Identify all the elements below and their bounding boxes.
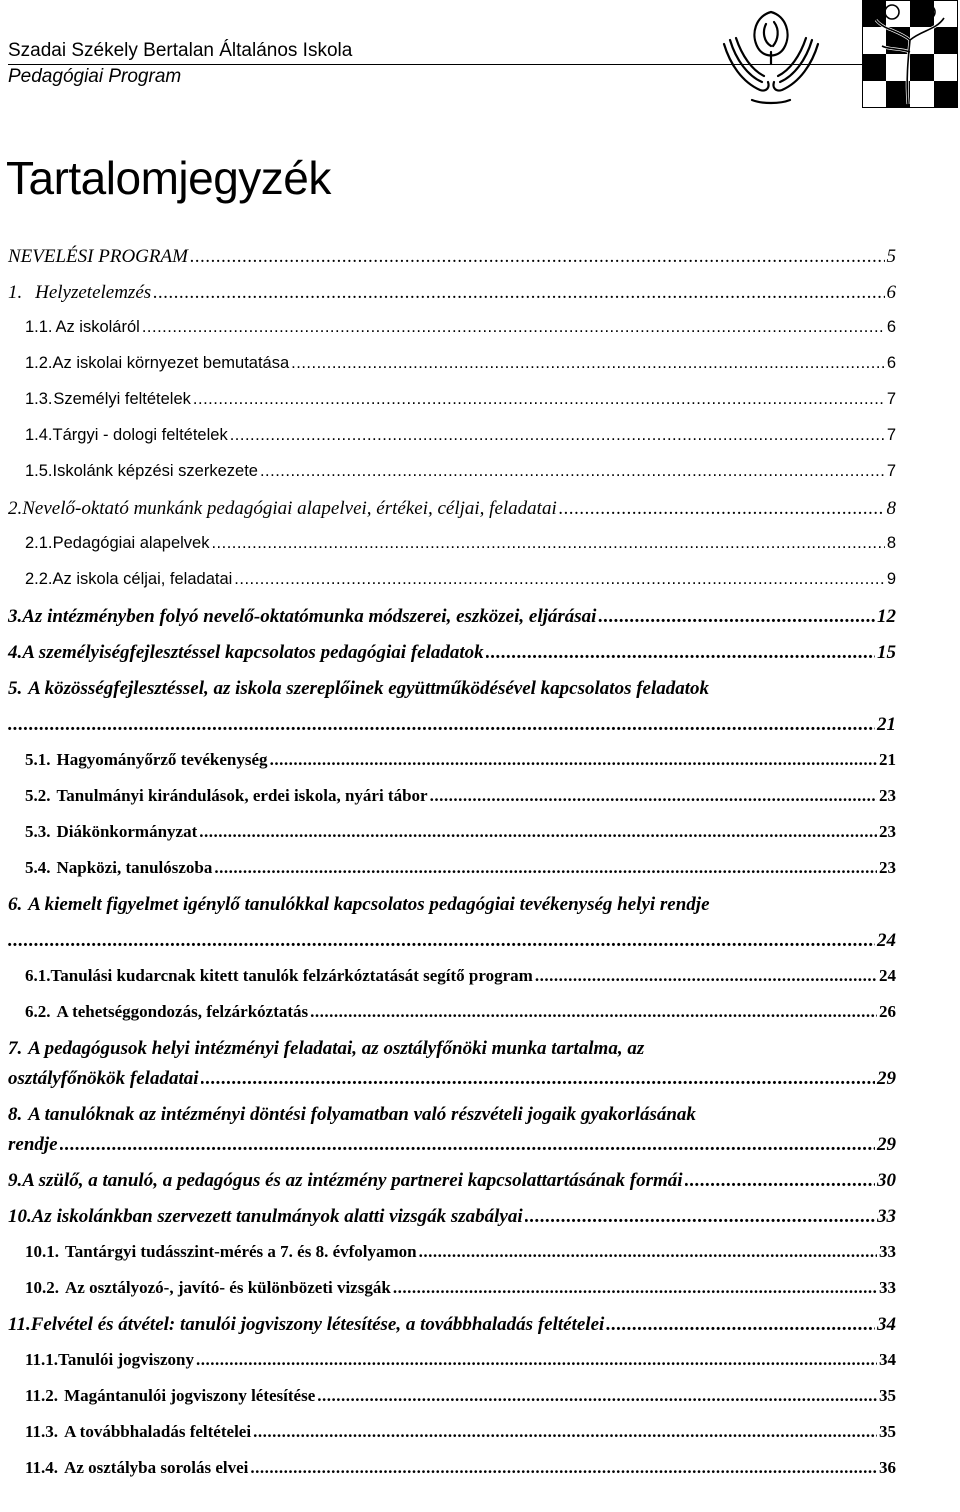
toc-leader-dots	[153, 282, 884, 304]
toc-leader-dots	[310, 1002, 877, 1022]
toc-page-number: 33	[877, 1206, 896, 1227]
toc-leader-dots	[142, 318, 885, 337]
toc-number: 10.1.	[25, 1242, 59, 1261]
toc-leader-dots	[291, 354, 885, 373]
toc-page-number: 24	[877, 930, 896, 951]
toc-page-number: 6	[886, 354, 896, 372]
toc-entry[interactable]	[8, 1278, 896, 1314]
toc-leader-dots	[8, 714, 875, 736]
toc-title-continued: osztályfőnökök feladatai	[8, 1068, 199, 1089]
toc-leader-dots	[230, 426, 885, 445]
toc-page-number: 6	[886, 282, 896, 303]
toc-title: Személyi feltételek	[53, 390, 191, 408]
toc-title: NEVELÉSI PROGRAM	[8, 246, 188, 267]
toc-title: Az osztályba sorolás elvei	[64, 1458, 249, 1477]
toc-leader-dots	[196, 1350, 877, 1370]
toc-page-number: 21	[879, 750, 896, 769]
toc-leader-dots	[234, 570, 885, 589]
toc-title: Diákönkormányzat	[56, 822, 198, 841]
toc-leader-dots	[211, 534, 884, 553]
toc-leader-dots	[685, 1170, 875, 1192]
toc-leader-dots	[535, 966, 877, 986]
toc-page-number: 24	[879, 966, 896, 985]
toc-title: Tanulmányi kirándulások, erdei iskola, nyári tábor	[56, 786, 428, 805]
toc-leader-dots	[430, 786, 877, 806]
table-of-contents	[8, 246, 896, 1494]
toc-page-number: 29	[877, 1068, 896, 1089]
toc-title: Helyzetelemzés	[35, 282, 152, 303]
tree-checkerboard-logo-icon	[862, 0, 958, 108]
toc-title: Az iskolai környezet bemutatása	[52, 354, 290, 372]
toc-title: Az osztályozó-, javító- és különbözeti vizsgák	[65, 1278, 391, 1297]
toc-page-number: 26	[879, 1002, 896, 1021]
toc-page-number: 33	[879, 1242, 896, 1261]
toc-page-number: 23	[879, 786, 896, 805]
toc-title: A közösségfejlesztéssel, az iskola szereplőinek együttműködésével kapcsolatos feladatok	[28, 678, 710, 699]
toc-entry[interactable]	[8, 534, 896, 570]
toc-entry[interactable]	[8, 822, 896, 858]
toc-number: 11.3.	[25, 1422, 59, 1441]
toc-number: 2.2.	[25, 570, 53, 588]
toc-title: Nevelő-oktató munkánk pedagógiai alapelvei, értékei, céljai, feladatai	[22, 498, 557, 519]
toc-page-number: 35	[879, 1386, 896, 1405]
toc-title: A tanulóknak az intézményi döntési folyamatban való részvételi jogaik gyakorlásának	[28, 1104, 696, 1125]
toc-title: Felvétel és átvétel: tanulói jogviszony létesítése, a továbbhaladás feltételei	[30, 1314, 605, 1335]
toc-leader-dots	[214, 858, 877, 878]
toc-leader-dots	[525, 1206, 875, 1228]
page-title: Tartalomjegyzék	[6, 152, 331, 204]
toc-page-number: 6	[886, 318, 896, 336]
toc-entry[interactable]	[8, 354, 896, 390]
toc-number: 10.2.	[25, 1278, 59, 1297]
toc-leader-dots	[193, 390, 885, 409]
toc-number: 11.2.	[25, 1386, 59, 1405]
toc-title: Az iskoláról	[55, 318, 140, 336]
toc-page-number: 7	[886, 426, 896, 444]
toc-number: 11.4.	[25, 1458, 59, 1477]
toc-entry[interactable]	[8, 498, 896, 534]
toc-title: Tanulói jogviszony	[58, 1350, 194, 1369]
toc-title: Tárgyi - dologi feltételek	[52, 426, 228, 444]
toc-entry[interactable]	[8, 606, 896, 642]
toc-number: 5.1.	[25, 750, 51, 769]
toc-entry[interactable]	[8, 1314, 896, 1350]
toc-entry[interactable]	[8, 1422, 896, 1458]
toc-entry[interactable]	[8, 1386, 896, 1422]
toc-page-number: 8	[886, 534, 896, 552]
toc-entry[interactable]	[8, 462, 896, 498]
toc-number: 8.	[8, 1104, 23, 1125]
toc-entry[interactable]	[8, 390, 896, 426]
toc-title: A tehetséggondozás, felzárkóztatás	[56, 1002, 309, 1021]
toc-entry[interactable]	[8, 318, 896, 354]
toc-page-number: 34	[877, 1314, 896, 1335]
toc-leader-dots	[250, 1458, 877, 1478]
toc-number: 1.1.	[25, 318, 53, 336]
toc-title: Napközi, tanulószoba	[56, 858, 213, 877]
hands-flame-logo-icon	[716, 4, 826, 108]
toc-number: 7.	[8, 1038, 23, 1059]
toc-entry[interactable]	[8, 894, 896, 966]
toc-title-continued: rendje	[8, 1134, 58, 1155]
toc-title: A pedagógusok helyi intézményi feladatai, az osztályfőnöki munka tartalma, az	[28, 1038, 645, 1059]
toc-leader-dots	[199, 822, 877, 842]
toc-title: Az iskola céljai, feladatai	[52, 570, 233, 588]
toc-page-number: 23	[879, 858, 896, 877]
toc-leader-dots	[559, 498, 885, 520]
toc-leader-dots	[201, 1068, 875, 1090]
toc-entry[interactable]	[8, 858, 896, 894]
toc-entry[interactable]	[8, 282, 896, 318]
toc-title: A továbbhaladás feltételei	[64, 1422, 252, 1441]
toc-page-number: 9	[886, 570, 896, 588]
toc-number: 1.2.	[25, 354, 53, 372]
toc-number: 1.5.	[25, 462, 53, 480]
toc-page-number: 36	[879, 1458, 896, 1477]
toc-number: 5.4.	[25, 858, 51, 877]
toc-title: Tanulási kudarcnak kitett tanulók felzárkóztatását segítő program	[50, 966, 533, 985]
toc-leader-dots	[419, 1242, 877, 1262]
toc-number: 9.	[8, 1170, 23, 1191]
toc-entry[interactable]	[8, 246, 896, 282]
toc-entry[interactable]	[8, 570, 896, 606]
toc-entry[interactable]	[8, 1242, 896, 1278]
toc-page-number: 21	[877, 714, 896, 735]
toc-page-number: 29	[877, 1134, 896, 1155]
toc-entry[interactable]	[8, 1002, 896, 1038]
toc-entry[interactable]	[8, 1170, 896, 1206]
toc-entry[interactable]	[8, 1104, 896, 1170]
toc-entry[interactable]	[8, 1458, 896, 1494]
toc-number: 1.	[8, 282, 23, 303]
toc-leader-dots	[60, 1134, 875, 1156]
toc-leader-dots	[253, 1422, 877, 1442]
toc-title: Tantárgyi tudásszint-mérés a 7. és 8. évfolyamon	[65, 1242, 417, 1261]
toc-page-number: 8	[886, 498, 896, 519]
toc-number: 5.3.	[25, 822, 51, 841]
toc-entry[interactable]	[8, 1038, 896, 1104]
toc-number: 6.1.	[25, 966, 51, 985]
toc-number: 1.4.	[25, 426, 53, 444]
toc-title: Az intézményben folyó nevelő-oktatómunka módszerei, eszközei, eljárásai	[22, 606, 597, 627]
toc-leader-dots	[260, 462, 885, 481]
toc-page-number: 12	[877, 606, 896, 627]
toc-leader-dots	[317, 1386, 877, 1406]
toc-page-number: 23	[879, 822, 896, 841]
toc-page-number: 7	[886, 462, 896, 480]
toc-entry[interactable]	[8, 1206, 896, 1242]
toc-page-number: 34	[879, 1350, 896, 1369]
toc-page-number: 15	[877, 642, 896, 663]
school-name: Szadai Székely Bertalan Általános Iskola	[8, 40, 353, 61]
toc-entry[interactable]	[8, 426, 896, 462]
toc-title: A szülő, a tanuló, a pedagógus és az intézmény partnerei kapcsolattartásának formái	[22, 1170, 683, 1191]
toc-page-number: 5	[886, 246, 896, 267]
toc-title: Hagyományőrző tevékenység	[56, 750, 268, 769]
toc-number: 2.	[8, 498, 23, 519]
toc-number: 11.1.	[25, 1350, 59, 1369]
toc-number: 10.	[8, 1206, 32, 1227]
toc-number: 6.2.	[25, 1002, 51, 1021]
toc-entry[interactable]	[8, 678, 896, 750]
program-name: Pedagógiai Program	[8, 66, 182, 87]
toc-leader-dots	[8, 930, 875, 952]
toc-number: 5.	[8, 678, 23, 699]
toc-number: 11.	[8, 1314, 31, 1335]
toc-number: 1.3.	[25, 390, 53, 408]
toc-number: 2.1.	[25, 534, 53, 552]
toc-title: A személyiségfejlesztéssel kapcsolatos pedagógiai feladatok	[22, 642, 484, 663]
toc-number: 6.	[8, 894, 23, 915]
toc-entry[interactable]	[8, 642, 896, 678]
toc-page-number: 30	[877, 1170, 896, 1191]
toc-page-number: 7	[886, 390, 896, 408]
toc-leader-dots	[270, 750, 877, 770]
toc-leader-dots	[486, 642, 875, 664]
toc-leader-dots	[606, 1314, 875, 1336]
toc-leader-dots	[598, 606, 875, 628]
toc-entry[interactable]	[8, 750, 896, 786]
toc-number: 5.2.	[25, 786, 51, 805]
toc-page-number: 35	[879, 1422, 896, 1441]
toc-number: 3.	[8, 606, 23, 627]
toc-title: Az iskolánkban szervezett tanulmányok alatti vizsgák szabályai	[31, 1206, 523, 1227]
toc-leader-dots	[393, 1278, 877, 1298]
toc-entry[interactable]	[8, 1350, 896, 1386]
toc-page-number: 33	[879, 1278, 896, 1297]
toc-title: Iskolánk képzési szerkezete	[52, 462, 258, 480]
toc-number: 4.	[8, 642, 23, 663]
toc-title: Pedagógiai alapelvek	[52, 534, 210, 552]
toc-title: Magántanulói jogviszony létesítése	[64, 1386, 316, 1405]
toc-title: A kiemelt figyelmet igénylő tanulókkal kapcsolatos pedagógiai tevékenység helyi rendje	[28, 894, 710, 915]
toc-entry[interactable]	[8, 786, 896, 822]
toc-entry[interactable]	[8, 966, 896, 1002]
toc-leader-dots	[190, 246, 885, 268]
